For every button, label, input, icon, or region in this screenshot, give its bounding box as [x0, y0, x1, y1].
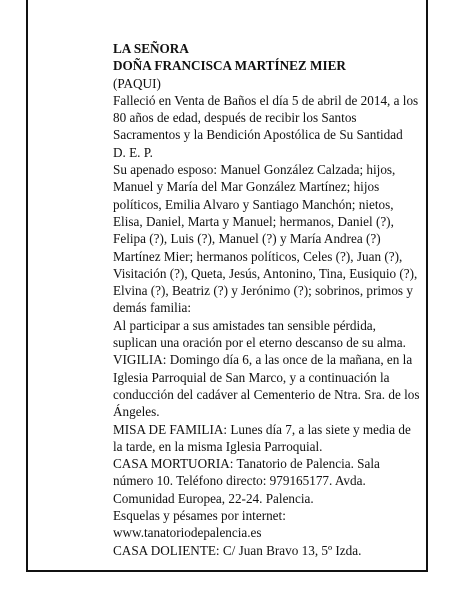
- mourning-house-info: CASA DOLIENTE: C/ Juan Bravo 13, 5º Izda.: [113, 542, 362, 558]
- family-mass-info: MISA DE FAMILIA: Lunes día 7, a las siete y media de la tarde, en la misma Iglesia Parroquial.: [113, 421, 411, 454]
- website-link[interactable]: www.tanatoriodepalencia.es: [113, 525, 262, 541]
- mortuary-info: CASA MORTUORIA: Tanatorio de Palencia. Sala número 10. Teléfono directo: 979165177. Avda. Comunidad Europea, 22-24. Palencia.: [113, 456, 380, 506]
- prayer-request: Al participar a sus amistades tan sensible pérdida, suplican una oración por el eterno descanso de su alma.: [113, 317, 406, 351]
- rip-text: D. E. P.: [113, 144, 153, 160]
- death-announcement: Falleció en Venta de Baños el día 5 de abril de 2014, a los 80 años de edad, después de recibir los Santos Sacramentos y la Bendición Apostólica de Su Santidad: [113, 92, 419, 143]
- vigil-info: VIGILIA: Domingo día 6, a las once de la mañana, en la Iglesia Parroquial de San Marco, y a continuación la conducción del cadáver al Cementerio de Ntra. Sra. de los Ángeles.: [113, 352, 420, 420]
- obituary-notice: [113, 40, 423, 559]
- nickname: (PAQUI): [113, 75, 161, 91]
- heading-title: LA SEÑORA: [113, 41, 189, 56]
- deceased-name: DOÑA FRANCISCA MARTÍNEZ MIER: [113, 58, 346, 74]
- family-list: Su apenado esposo: Manuel González Calzada; hijos, Manuel y María del Mar González Martínez; hijos políticos, Emilia Alvaro y Santiago Manchón; nietos, Elisa, Daniel, Marta y Manuel; hermanos, Daniel (?), Felipa (?), Luis (?), Manuel (?) y María Andrea (?) Martínez Mier; hermanos políticos, Celes (?), Juan (?), Visitación (?), Queta, Jesús, Antonino, Tina, Eusiquio (?), Elvina (?), Beatriz (?) y Jerónimo (?); sobrinos, primos y demás familia:: [113, 162, 418, 316]
- condolences-label: Esquelas y pésames por internet:: [113, 508, 286, 524]
